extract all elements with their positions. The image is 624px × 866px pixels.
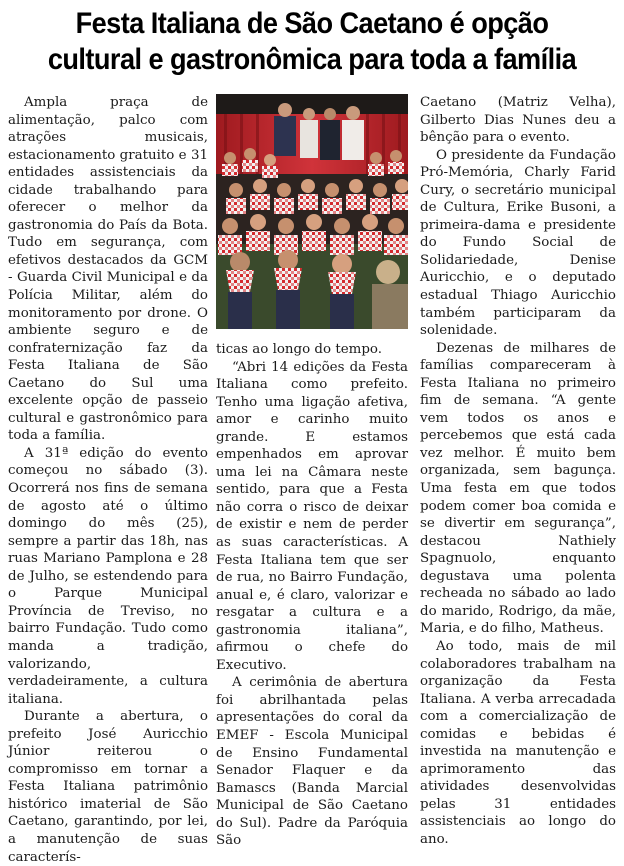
paragraph: O presidente da Fundação Pró-Memória, Charly Farid Cury, o secretário municipal de Cultura, Erike Busoni, a primeira-dama e presidente do Fundo Social de Solidariedade, Denise Auricchio, e o deputado estadual Thiago Auricchio também participaram da solenidade.: [420, 147, 616, 339]
headline-line-2: cultural e gastronômica para toda a família: [47, 43, 577, 76]
article-photo: [216, 94, 408, 329]
headline-line-1: Festa Italiana de São Caetano é opção: [75, 7, 549, 40]
paragraph: Durante a abertura, o prefeito José Auricchio Júnior reiterou o compromisso em tornar a Festa Italiana patrimônio histórico imaterial de São Caetano, garantindo, por lei, a manutenção de suas caracterís-: [8, 709, 208, 865]
paragraph: “Abri 14 edições da Festa Italiana como prefeito. Tenho uma ligação afetiva, amor e carinho muito grande. E estamos empenhados em aprovar uma lei na Câmara neste sentido, para que a Festa não corra o risco de deixar de existir e nem de perder as suas características. A Festa Italiana tem que ser de rua, no Bairro Fundação, anual e, é claro, valorizar e resgatar a cultura e a gastronomia italiana”, afirmou o chefe do Executivo.: [216, 359, 408, 673]
paragraph: ticas ao longo do tempo.: [216, 342, 382, 357]
paragraph: Caetano (Matriz Velha), Gilberto Dias Nunes deu a bênção para o evento.: [420, 95, 616, 146]
paragraph: A 31ª edição do evento começou no sábado (3). Ocorrerá nos fins de semana de agosto até o último domingo do mês (25), sempre a partir das 18h, nas ruas Mariano Pamplona e 28 de Julho, se estendendo para o Parque Municipal Província de Treviso, no bairro Fundação. Tudo como manda a tradição, valorizando, verdadeiramente, a cultura italiana.: [8, 445, 208, 707]
headline: [0, 6, 624, 78]
article-column-1: [8, 94, 208, 866]
paragraph: Ampla praça de alimentação, palco com atrações musicais, estacionamento gratuito e 31 entidades assistenciais da cidade trabalhando para oferecer o melhor da gastronomia do País da Bota. Tudo em segurança, com efetivos destacados da GCM - Guarda Civil Municipal e da Polícia Militar, além do monitoramento por drone. O ambiente seguro e de confraternização faz da Festa Italiana de São Caetano do Sul uma excelente opção de passeio cultural e gastronômico para toda a família.: [8, 95, 208, 444]
paragraph: Ao todo, mais de mil colaboradores trabalham na organização da Festa Italiana. A verba arrecadada com a comercialização de comidas e bebidas é investida na manutenção e aprimoramento das atividades desenvolvidas pelas 31 entidades assistenciais ao longo do ano.: [420, 638, 616, 847]
article-column-2: [216, 341, 408, 850]
article-column-3: [420, 94, 616, 849]
paragraph: A cerimônia de abertura foi abrilhantada pelas apresentações do coral da EMEF - Escola Municipal de Ensino Fundamental Senador Flaquer e da Bamascs (Banda Marcial Municipal de São Caetano do Sul). Padre da Paróquia São: [216, 675, 408, 849]
paragraph: Dezenas de milhares de famílias compareceram à Festa Italiana no primeiro fim de semana. “A gente vem todos os anos e percebemos que está cada vez melhor. É muito bem organizada, sem bagunça. Uma festa em que todos podem comer boa comida e se divertir em segurança”, destacou Nathiely Spagnuolo, enquanto degustava uma polenta recheada no sábado ao lado do marido, Rodrigo, da mãe, Maria, e do filho, Matheus.: [420, 340, 616, 637]
